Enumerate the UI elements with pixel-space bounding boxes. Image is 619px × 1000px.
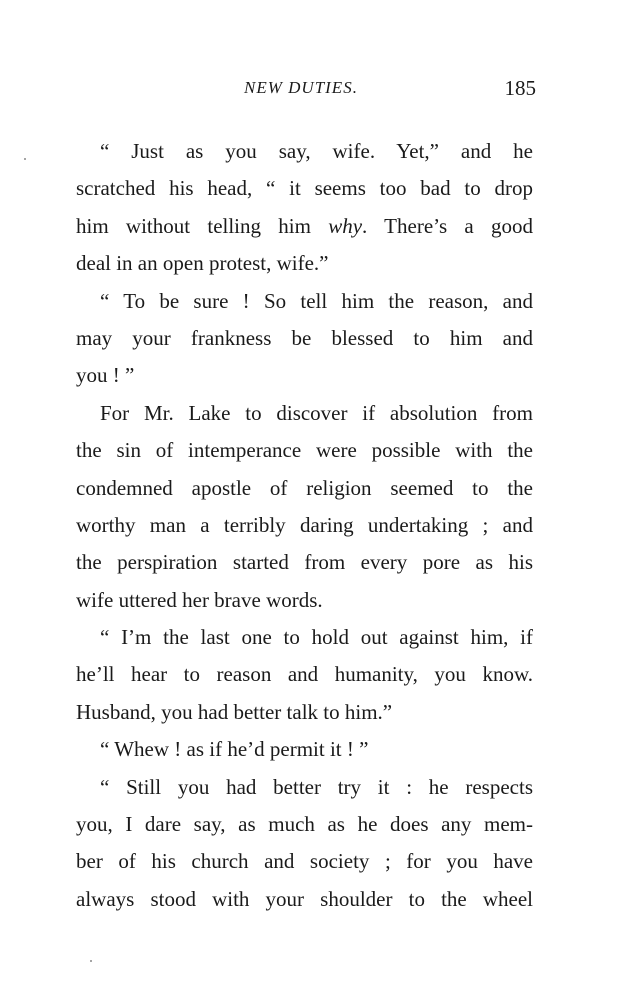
text-line: “ I’m the last one to hold out against him, if bbox=[100, 625, 533, 650]
emphasized-word: why bbox=[328, 213, 363, 238]
running-head bbox=[76, 78, 538, 102]
text-line: “ To be sure ! So tell him the reason, and bbox=[100, 288, 533, 313]
body-text bbox=[76, 133, 533, 918]
text-line: you ! ” bbox=[76, 363, 135, 388]
text-line: scratched his head, “ it seems too bad to drop bbox=[76, 176, 533, 201]
text-line: condemned apostle of religion seemed to the bbox=[76, 475, 533, 500]
text-line: always stood with your shoulder to the wheel bbox=[76, 886, 533, 911]
text-line: deal in an open protest, wife.” bbox=[76, 251, 329, 276]
text-line: you, I dare say, as much as he does any mem- bbox=[76, 812, 533, 837]
text-line: “ Whew ! as if he’d permit it ! ” bbox=[100, 737, 369, 762]
text-line: may your frankness be blessed to him and bbox=[76, 325, 533, 350]
text-line: worthy man a terribly daring undertaking ; and bbox=[76, 512, 533, 537]
text-line: Husband, you had better talk to him.” bbox=[76, 699, 393, 724]
text-line: him without telling him why. There’s a good bbox=[76, 213, 533, 238]
text-line: the perspiration started from every pore as his bbox=[76, 550, 533, 575]
print-speck bbox=[24, 158, 26, 160]
text-line: For Mr. Lake to discover if absolution from bbox=[100, 400, 533, 425]
print-speck bbox=[90, 960, 92, 962]
running-title: NEW DUTIES. bbox=[244, 78, 358, 97]
text-line: the sin of intemperance were possible with the bbox=[76, 438, 533, 463]
page-number: 185 bbox=[504, 76, 536, 100]
text-line: “ Still you had better try it : he respects bbox=[100, 774, 533, 799]
text-line: he’ll hear to reason and humanity, you know. bbox=[76, 662, 533, 687]
text-line: “ Just as you say, wife. Yet,” and he bbox=[100, 139, 533, 163]
text-line: wife uttered her brave words. bbox=[76, 587, 323, 612]
text-line: ber of his church and society ; for you have bbox=[76, 849, 533, 874]
